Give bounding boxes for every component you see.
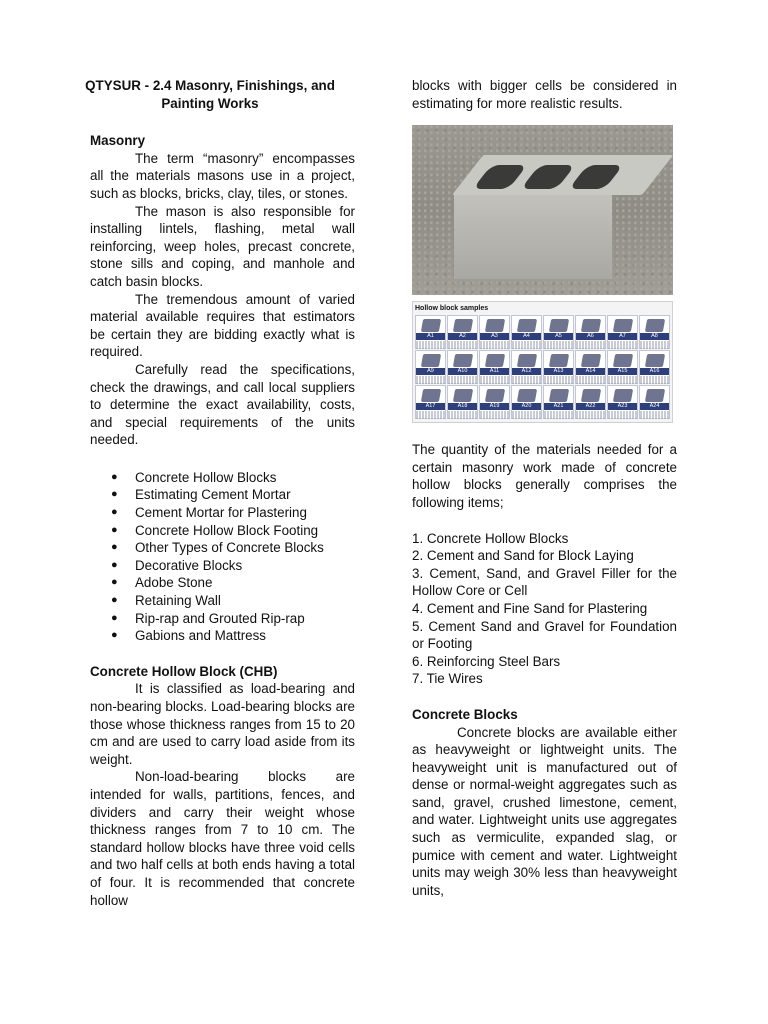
sample-cell <box>447 315 478 349</box>
list-item: ● Other Types of Concrete Blocks <box>90 539 355 557</box>
sample-cell <box>447 385 478 419</box>
list-item: 6. Reinforcing Steel Bars <box>412 653 561 669</box>
block-sample-icon <box>549 319 569 332</box>
sample-code: A23 <box>608 403 637 410</box>
sample-code: A3 <box>480 333 509 340</box>
sample-cell <box>479 315 510 349</box>
sample-cell <box>639 385 670 419</box>
sample-code: A21 <box>544 403 573 410</box>
sample-cell <box>415 315 446 349</box>
block-sample-icon <box>581 319 601 332</box>
list-item: ● Concrete Hollow Block Footing <box>90 522 355 540</box>
block-sample-icon <box>485 354 505 367</box>
sample-code: A8 <box>640 333 669 340</box>
sample-dimensions <box>640 376 669 384</box>
sample-dimensions <box>480 376 509 384</box>
sample-code: A4 <box>512 333 541 340</box>
block-sample-icon <box>645 389 665 402</box>
block-sample-icon <box>517 389 537 402</box>
block-sample-icon <box>453 354 473 367</box>
chb-heading: Concrete Hollow Block (CHB) <box>90 663 278 679</box>
sample-dimensions <box>640 411 669 419</box>
sample-cell <box>415 350 446 384</box>
sample-code: A13 <box>544 368 573 375</box>
sample-dimensions <box>416 341 445 349</box>
sample-dimensions <box>448 411 477 419</box>
sample-cell <box>511 315 542 349</box>
sample-cell <box>479 350 510 384</box>
masonry-paragraph-3: The tremendous amount of varied material available requires that estimators be certain they are bidding exactly what is required. <box>90 291 355 360</box>
block-sample-icon <box>421 389 441 402</box>
list-item: 5. Cement Sand and Gravel for Foundation or Footing <box>412 618 677 652</box>
block-sample-icon <box>613 354 633 367</box>
list-item: ● Gabions and Mattress <box>90 627 355 645</box>
block-front-face <box>454 195 612 279</box>
sample-cell <box>543 385 574 419</box>
sample-code: A14 <box>576 368 605 375</box>
list-item: 2. Cement and Sand for Block Laying <box>412 548 634 564</box>
sample-code: A24 <box>640 403 669 410</box>
list-item: 3. Cement, Sand, and Gravel Filler for the Hollow Core or Cell <box>412 565 677 599</box>
quantity-paragraph: The quantity of the materials needed for a certain masonry work made of concrete hollow blocks generally comprises the following items; <box>412 442 677 510</box>
left-column <box>85 77 355 909</box>
continued-paragraph: blocks with bigger cells be considered in estimating for more realistic results. <box>412 78 677 111</box>
sample-code: A5 <box>544 333 573 340</box>
sample-code: A17 <box>416 403 445 410</box>
block-sample-icon <box>421 319 441 332</box>
sample-dimensions <box>544 376 573 384</box>
sample-dimensions <box>480 341 509 349</box>
materials-list <box>412 530 677 688</box>
sample-dimensions <box>448 376 477 384</box>
list-item: ● Retaining Wall <box>90 592 355 610</box>
chb-paragraph-1: It is classified as load-bearing and non-bearing blocks. Load-bearing blocks are those whose thickness ranges from 15 to 20 cm and are used to carry load aside from its weight. <box>90 681 355 767</box>
sample-code: A9 <box>416 368 445 375</box>
sample-dimensions <box>544 411 573 419</box>
sample-cell <box>447 350 478 384</box>
sample-cell <box>479 385 510 419</box>
sample-cell <box>607 350 638 384</box>
sample-dimensions <box>608 341 637 349</box>
sample-cell <box>511 350 542 384</box>
block-sample-icon <box>613 319 633 332</box>
block-sample-icon <box>581 354 601 367</box>
sample-dimensions <box>512 341 541 349</box>
document-title: QTYSUR - 2.4 Masonry, Finishings, and Painting Works <box>85 78 335 111</box>
sample-cell <box>543 350 574 384</box>
block-sample-icon <box>421 354 441 367</box>
block-sample-icon <box>453 319 473 332</box>
block-sample-icon <box>517 354 537 367</box>
masonry-paragraph-4: Carefully read the specifications, check the drawings, and call local suppliers to determine the exact availability, costs, and special requirements of the units needed. <box>90 361 355 448</box>
sample-dimensions <box>544 341 573 349</box>
block-sample-icon <box>485 389 505 402</box>
sample-code: A2 <box>448 333 477 340</box>
sample-dimensions <box>608 411 637 419</box>
sample-code: A10 <box>448 368 477 375</box>
block-sample-icon <box>485 319 505 332</box>
block-sample-icon <box>549 389 569 402</box>
sample-cell <box>575 385 606 419</box>
masonry-paragraph-1: The term “masonry” encompasses all the materials masons use in a project, such as blocks, bricks, clay, tiles, or stones. <box>90 150 355 201</box>
sample-dimensions <box>416 376 445 384</box>
masonry-paragraph-2: The mason is also responsible for installing lintels, flashing, metal wall reinforcing, weep holes, precast concrete, stone sills and coping, and manhole and catch basin blocks. <box>90 203 355 289</box>
block-sample-icon <box>453 389 473 402</box>
sample-code: A19 <box>480 403 509 410</box>
sample-code: A6 <box>576 333 605 340</box>
sample-dimensions <box>608 376 637 384</box>
chb-paragraph-2: Non-load-bearing blocks are intended for walls, partitions, fences, and dividers and carry their weight whose thickness ranges from 7 to 10 cm. The standard hollow blocks have three void cells and two half cells at both ends having a total of four. It is recommended that concrete hollow <box>90 769 355 908</box>
sample-code: A7 <box>608 333 637 340</box>
list-item: 7. Tie Wires <box>412 671 483 687</box>
list-item: ● Cement Mortar for Plastering <box>90 504 355 522</box>
sample-cell <box>607 385 638 419</box>
samples-title: Hollow block samples <box>415 305 489 313</box>
list-item: ● Concrete Hollow Blocks <box>90 469 355 487</box>
block-sample-icon <box>613 389 633 402</box>
list-item: ● Rip-rap and Grouted Rip-rap <box>90 610 355 628</box>
sample-dimensions <box>512 376 541 384</box>
sample-dimensions <box>448 341 477 349</box>
sample-dimensions <box>576 411 605 419</box>
list-item: ● Adobe Stone <box>90 574 355 592</box>
hollow-block-photo <box>412 125 673 295</box>
list-item: 1. Concrete Hollow Blocks <box>412 530 569 546</box>
sample-cell <box>639 315 670 349</box>
sample-cell <box>639 350 670 384</box>
masonry-heading: Masonry <box>90 133 146 149</box>
block-sample-icon <box>581 389 601 402</box>
block-sample-icon <box>549 354 569 367</box>
block-sample-icon <box>517 319 537 332</box>
sample-code: A15 <box>608 368 637 375</box>
sample-code: A18 <box>448 403 477 410</box>
sample-cell <box>575 315 606 349</box>
sample-code: A12 <box>512 368 541 375</box>
sample-cell <box>575 350 606 384</box>
concrete-blocks-paragraph: Concrete blocks are available either as heavyweight or lightweight units. The heavyweight unit is manufactured out of dense or normal-weight aggregates such as sand, gravel, crushed limestone, cement, and water. Lightweight units use aggregates such as vermiculite, expanded slag, or pumice with cement and water. Lightweight units may weigh 30% less than heavyweight units, <box>412 724 677 898</box>
sample-dimensions <box>512 411 541 419</box>
sample-cell <box>607 315 638 349</box>
block-sample-icon <box>645 354 665 367</box>
list-item: ● Estimating Cement Mortar <box>90 486 355 504</box>
sample-dimensions <box>576 376 605 384</box>
sample-dimensions <box>480 411 509 419</box>
sample-code: A20 <box>512 403 541 410</box>
sample-code: A22 <box>576 403 605 410</box>
topic-list <box>90 469 355 645</box>
block-sample-icon <box>645 319 665 332</box>
concrete-blocks-heading: Concrete Blocks <box>412 706 518 722</box>
list-item: ● Decorative Blocks <box>90 557 355 575</box>
right-column <box>412 77 677 899</box>
samples-grid <box>415 315 670 419</box>
list-item: 4. Cement and Fine Sand for Plastering <box>412 600 648 616</box>
sample-dimensions <box>416 411 445 419</box>
sample-code: A11 <box>480 368 509 375</box>
sample-code: A1 <box>416 333 445 340</box>
sample-cell <box>543 315 574 349</box>
sample-code: A16 <box>640 368 669 375</box>
hollow-block-samples-image <box>412 301 673 423</box>
sample-dimensions <box>576 341 605 349</box>
sample-cell <box>415 385 446 419</box>
sample-dimensions <box>640 341 669 349</box>
sample-cell <box>511 385 542 419</box>
